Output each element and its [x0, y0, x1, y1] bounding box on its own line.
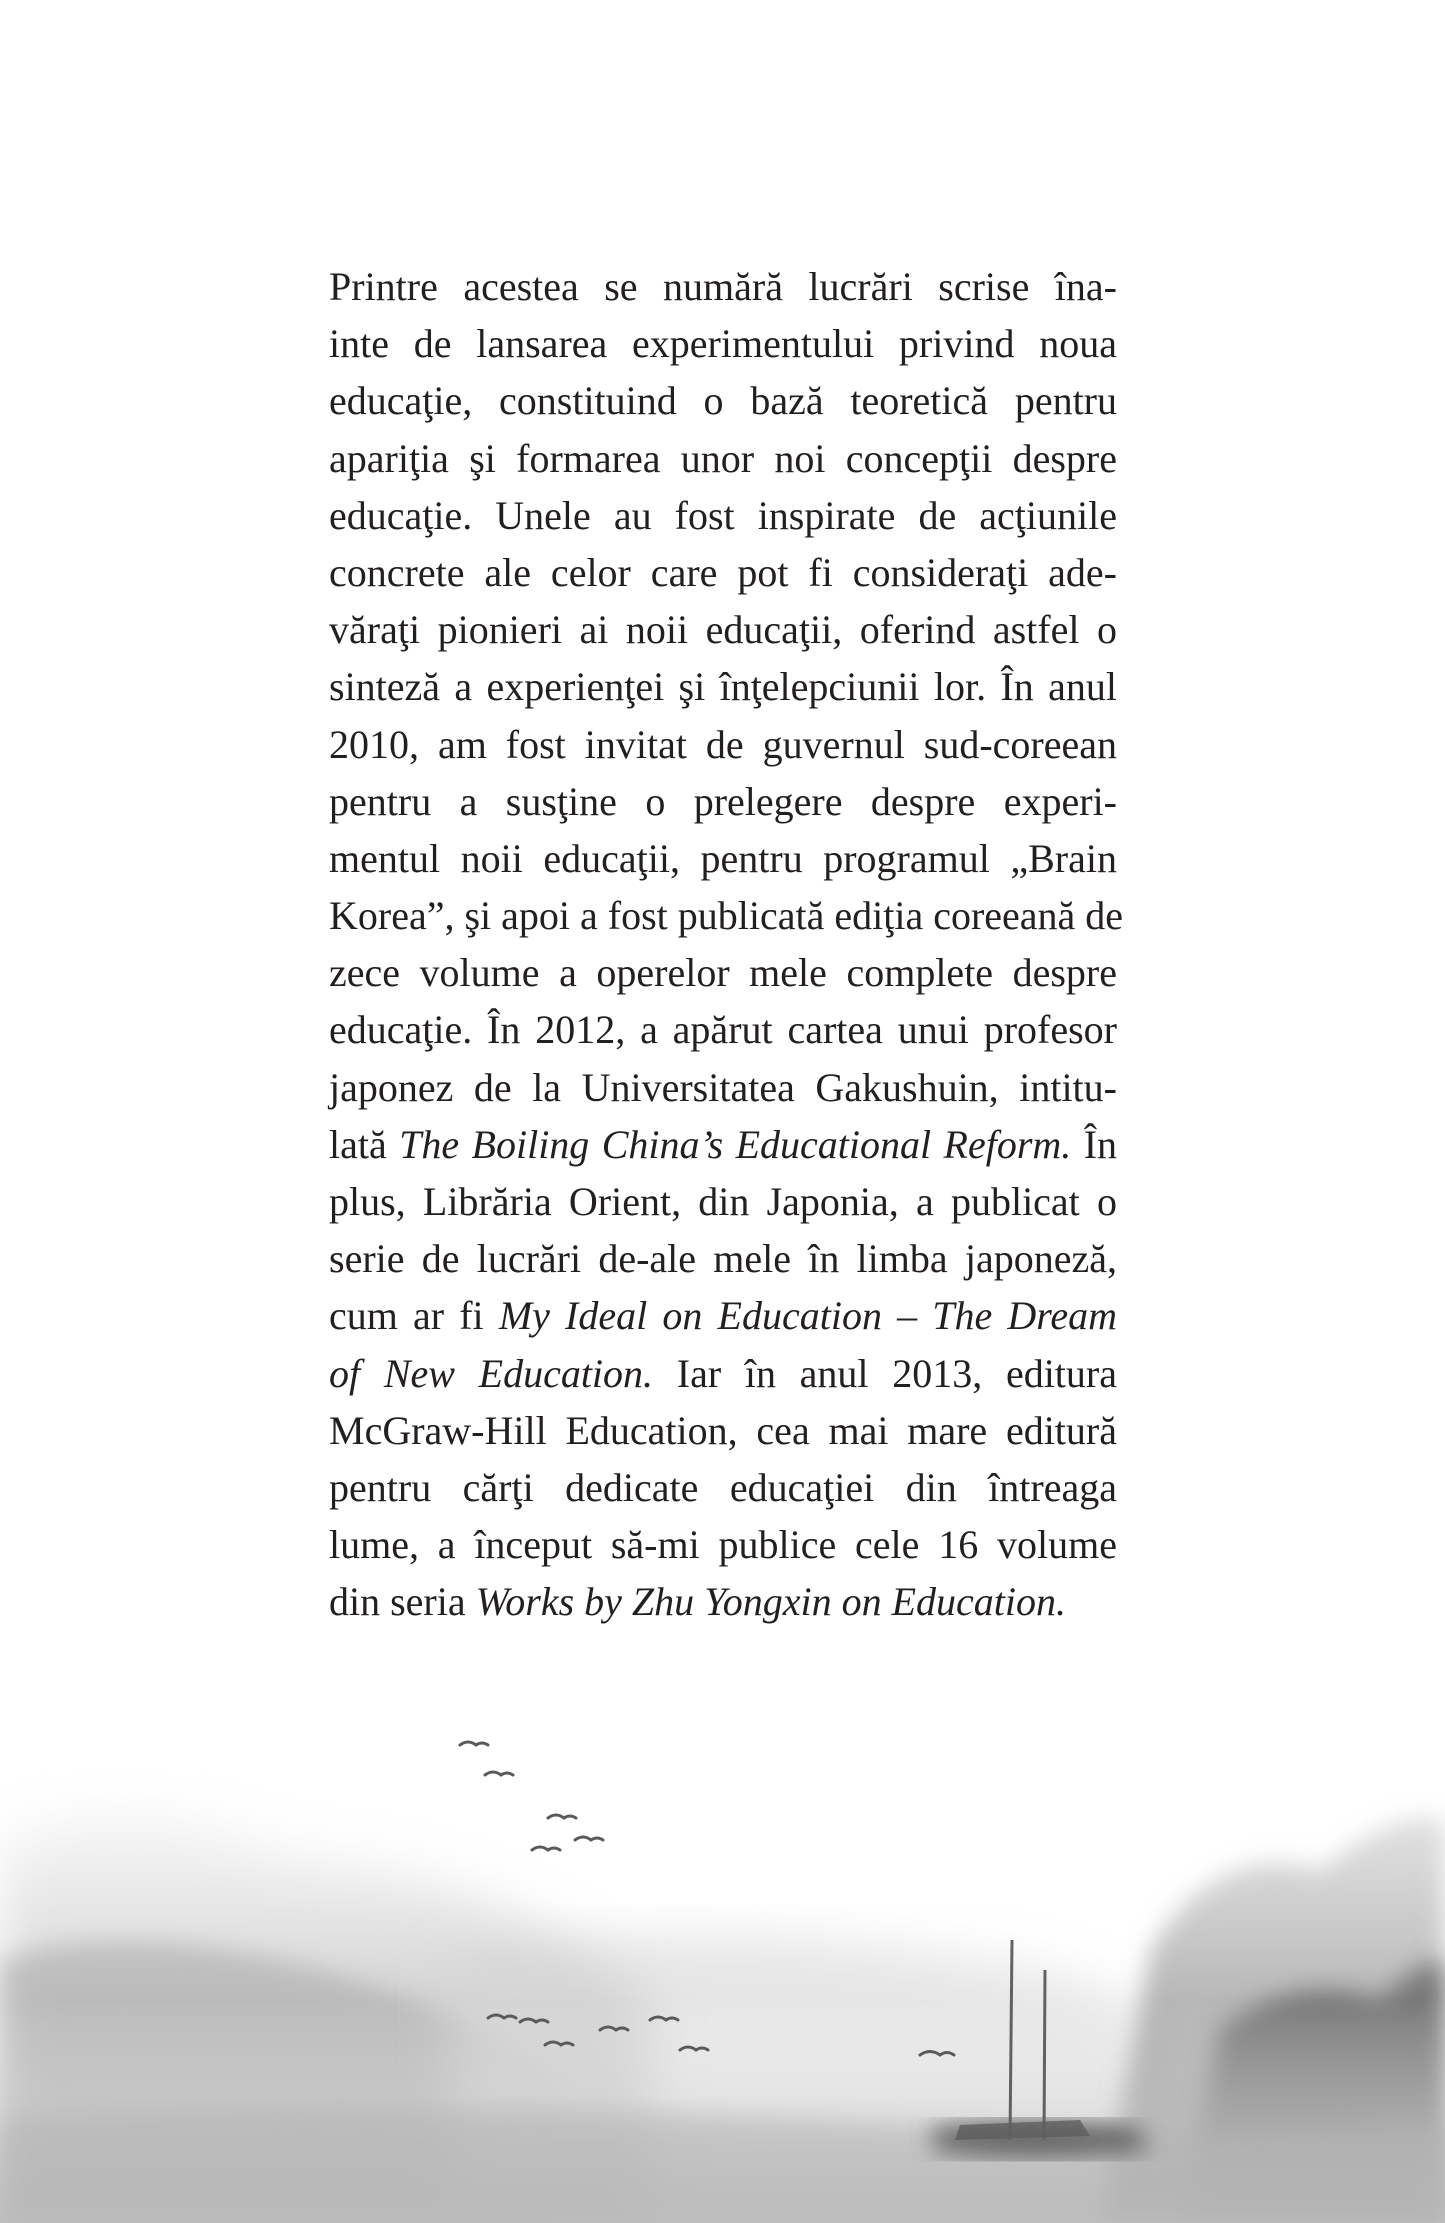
text-line	[329, 1402, 1117, 1459]
text-line	[329, 1059, 1117, 1116]
text-line	[329, 1345, 1117, 1402]
text-line	[329, 773, 1117, 830]
ink-wash-landscape-illustration	[0, 1700, 1445, 2223]
italic-title: My Ideal on Education – The Dream	[498, 1293, 1117, 1339]
text-run: sinteză a experienţei şi înţelepciunii lor. În anul	[329, 664, 1117, 710]
text-line	[329, 944, 1117, 1001]
text-line	[329, 601, 1117, 658]
text-run: educaţie. În 2012, a apărut cartea unui profesor	[329, 1007, 1117, 1053]
text-line	[329, 887, 1124, 944]
text-line	[329, 372, 1117, 429]
text-line	[329, 1459, 1117, 1516]
text-run: Iar în anul 2013, editura	[653, 1350, 1117, 1396]
text-run: văraţi pionieri ai noii educaţii, oferind astfel o	[329, 607, 1117, 653]
text-run: apariţia şi formarea unor noi concepţii despre	[329, 435, 1117, 481]
text-run: Printre acestea se numără lucrări scrise îna-	[329, 264, 1117, 309]
text-run: pentru a susţine o prelegere despre experi-	[329, 778, 1117, 824]
text-run: inte de lansarea experimentului privind noua	[329, 321, 1117, 367]
text-line	[329, 1516, 1117, 1573]
text-run: japonez de la Universitatea Gakushuin, intitu-	[329, 1064, 1117, 1110]
text-line	[329, 1230, 1117, 1287]
text-run: concrete ale celor care pot fi consideraţi ade-	[329, 549, 1117, 595]
italic-title: of New Education.	[329, 1350, 654, 1396]
text-run: zece volume a operelor mele complete despre	[329, 950, 1117, 996]
text-run: pentru cărţi dedicate educaţiei din întreaga	[329, 1464, 1117, 1510]
text-run: educaţie, constituind o bază teoretică pentru	[329, 378, 1117, 424]
text-line	[329, 1573, 1117, 1630]
text-run: lume, a început să-mi publice cele 16 volume	[329, 1522, 1117, 1568]
text-run: mentul noii educaţii, pentru programul „Brain	[329, 835, 1117, 881]
italic-title: The Boiling China’s Educational Reform.	[399, 1121, 1072, 1167]
text-run: educaţie. Unele au fost inspirate de acţiunile	[329, 492, 1117, 538]
text-run: din seria	[329, 1579, 476, 1625]
italic-title: Works by Zhu Yongxin on Education.	[475, 1579, 1067, 1625]
text-run: cum ar fi	[329, 1293, 499, 1339]
text-line	[329, 1116, 1117, 1173]
text-run: 2010, am fost invitat de guvernul sud-coreean	[329, 721, 1117, 767]
text-run: McGraw-Hill Education, cea mai mare editură	[329, 1407, 1117, 1453]
text-run: lată	[329, 1121, 400, 1167]
text-line	[329, 258, 1117, 315]
body-text	[329, 258, 1124, 1631]
text-run: serie de lucrări de-ale mele în limba japoneză,	[329, 1236, 1117, 1282]
text-run: Korea”, şi apoi a fost publicată ediţia coreeană de	[329, 893, 1124, 939]
text-line	[329, 830, 1117, 887]
text-run: plus, Librăria Orient, din Japonia, a publicat o	[329, 1179, 1117, 1224]
text-line	[329, 716, 1117, 773]
text-line	[329, 1287, 1117, 1344]
text-line	[329, 1001, 1117, 1058]
text-line	[329, 1173, 1117, 1230]
text-line	[329, 430, 1117, 487]
text-line	[329, 544, 1117, 601]
text-line	[329, 315, 1117, 372]
text-line	[329, 658, 1117, 715]
text-run: În	[1071, 1121, 1118, 1167]
text-line	[329, 487, 1117, 544]
